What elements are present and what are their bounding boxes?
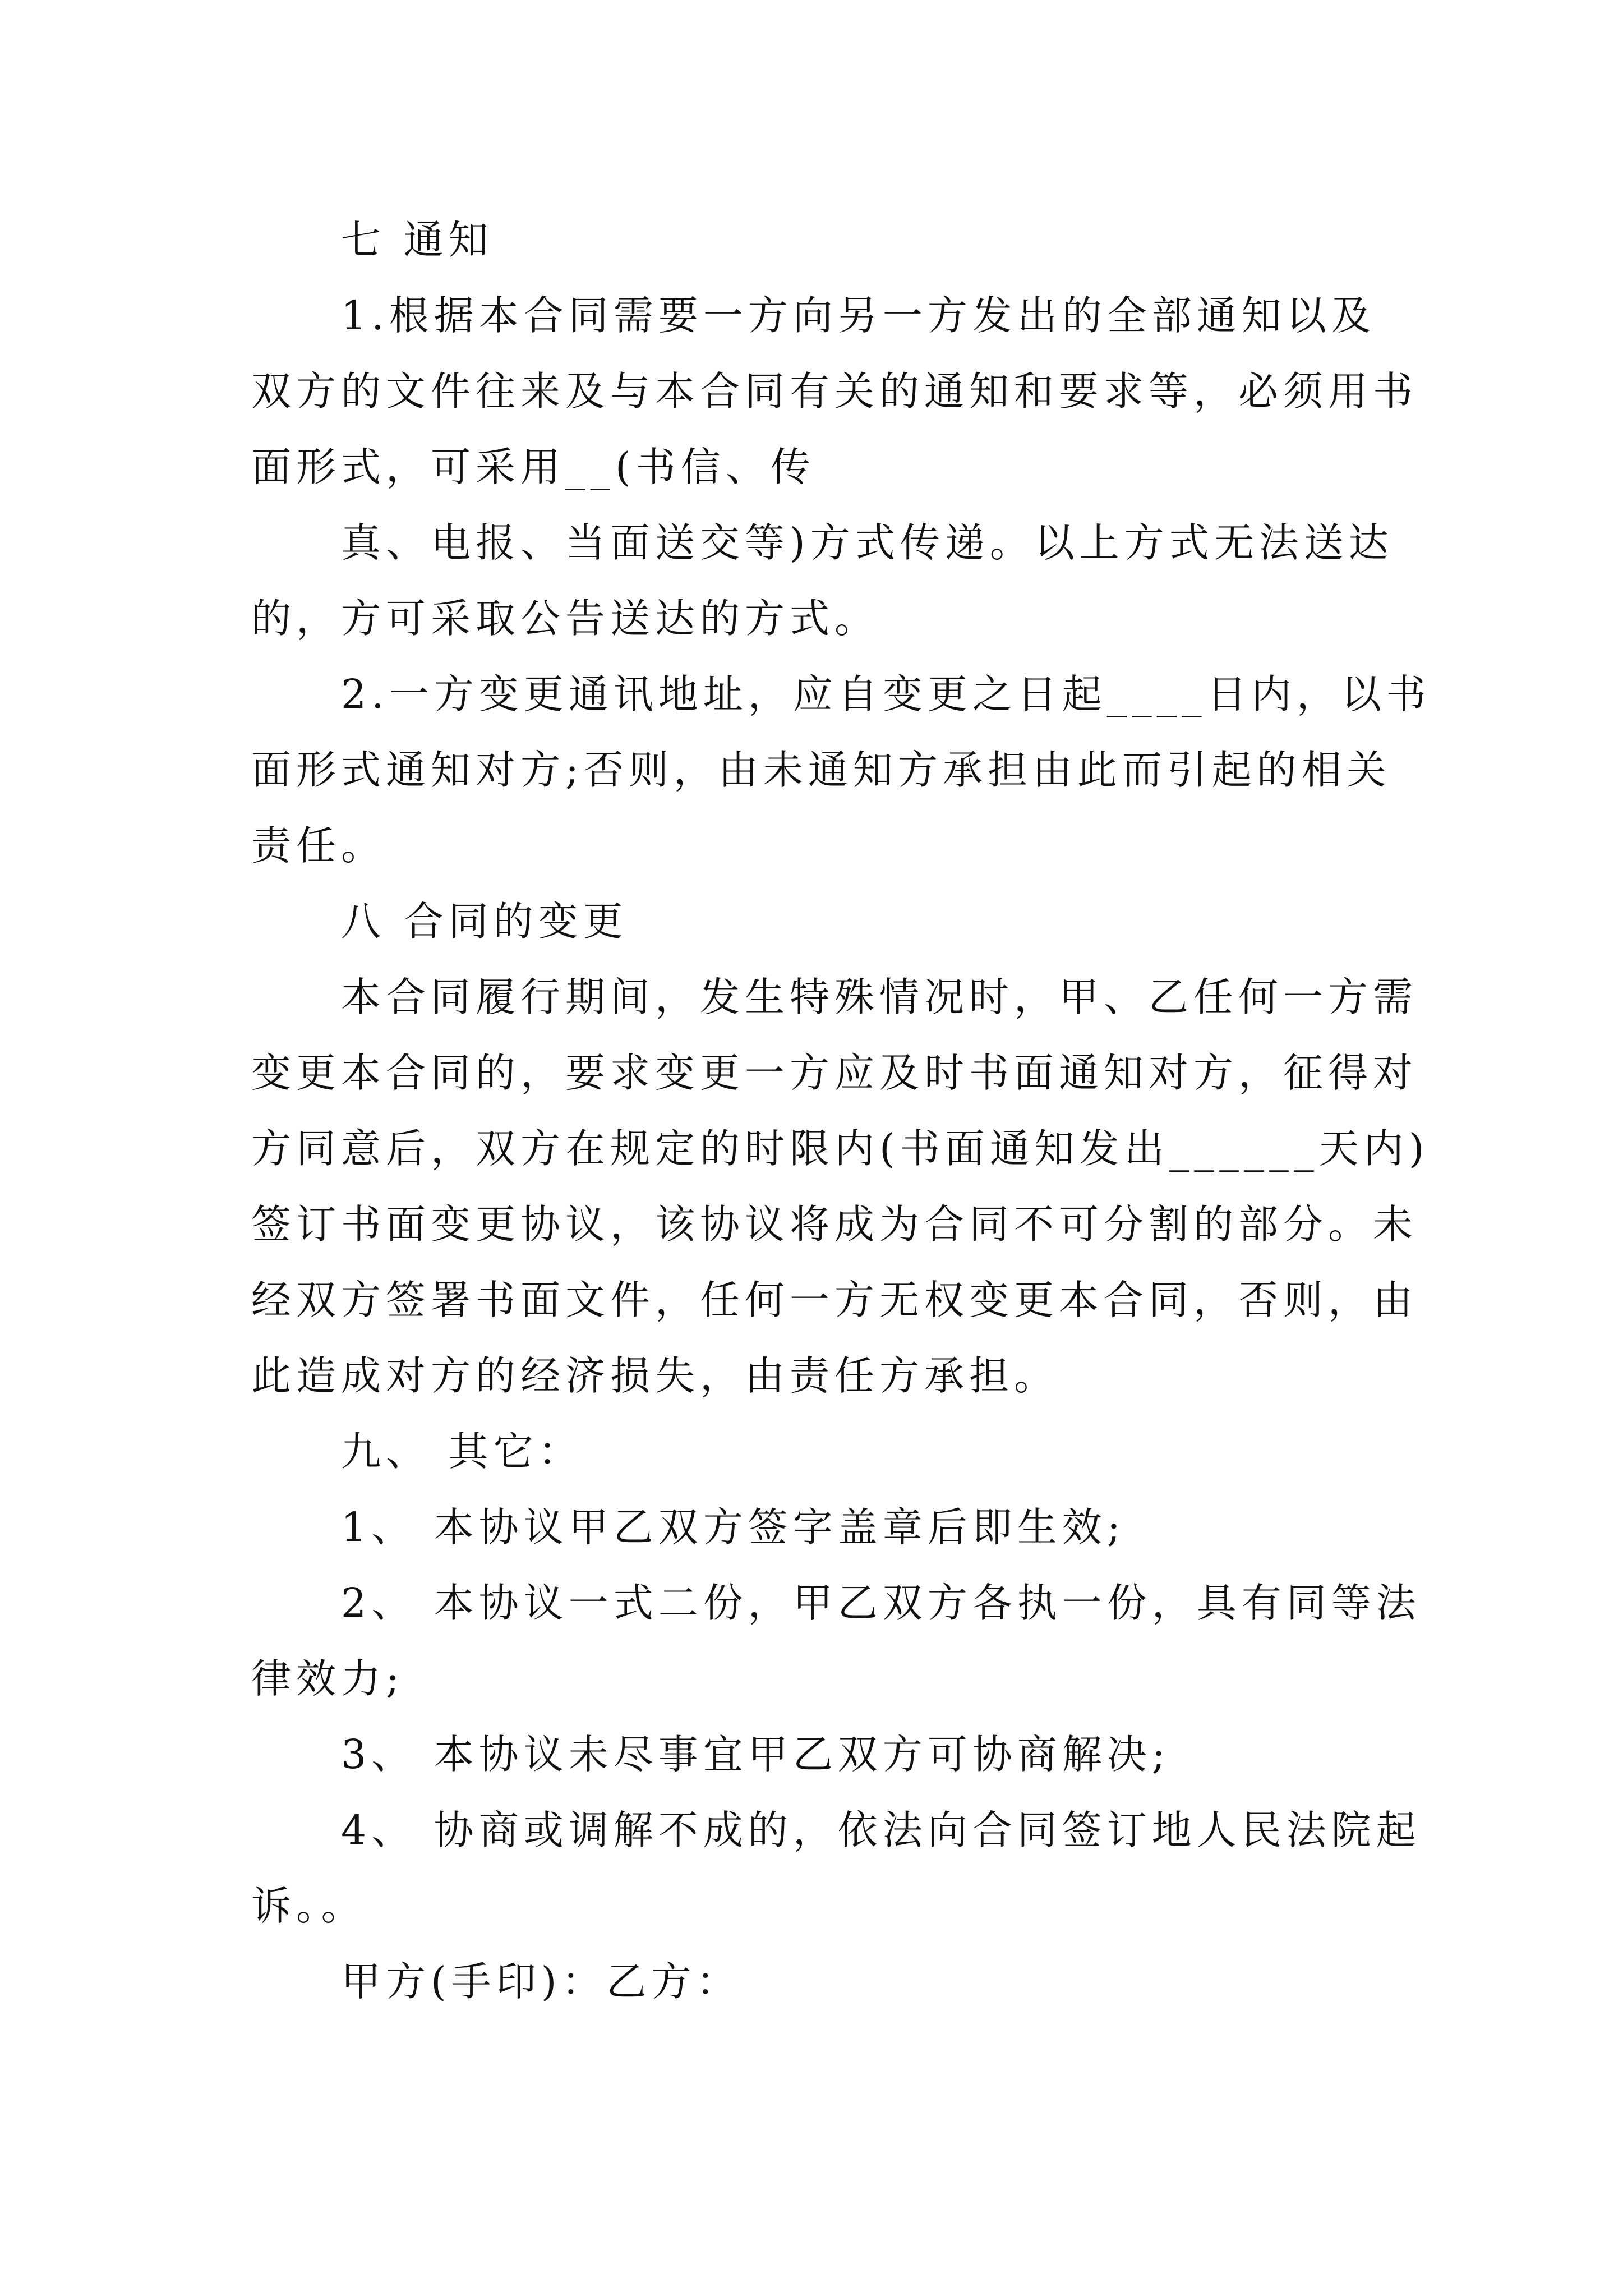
list-item-continuation: 诉。。 — [251, 1883, 366, 1929]
signature-line: 甲方(手印)：乙方： — [341, 1958, 741, 2005]
paragraph-line: 此造成对方的经济损失，由责任方承担。 — [251, 1352, 1059, 1399]
paragraph-line: 责任。 — [251, 822, 386, 869]
section-heading-notice: 七 通知 — [341, 217, 494, 263]
paragraph-line: 面形式，可采用__(书信、传 — [251, 444, 815, 490]
paragraph-line: 双方的文件往来及与本合同有关的通知和要求等，必须用书 — [251, 368, 1418, 415]
list-item: 1、 本协议甲乙双方签字盖章后即生效; — [341, 1504, 1126, 1550]
list-item: 4、 协商或调解不成的，依法向合同签订地人民法院起 — [341, 1807, 1421, 1853]
paragraph-line: 经双方签署书面文件，任何一方无权变更本合同，否则，由 — [251, 1277, 1418, 1323]
document-body — [251, 202, 1431, 2019]
paragraph-line: 2.一方变更通讯地址，应自变更之日起____日内，以书 — [341, 671, 1431, 717]
paragraph-line: 真、电报、当面送交等)方式传递。以上方式无法送达 — [341, 519, 1394, 566]
paragraph-line: 签订书面变更协议，该协议将成为合同不可分割的部分。未 — [251, 1201, 1418, 1248]
paragraph-line: 面形式通知对方;否则，由未通知方承担由此而引起的相关 — [251, 747, 1391, 793]
paragraph-line: 变更本合同的，要求变更一方应及时书面通知对方，征得对 — [251, 1050, 1418, 1096]
list-item: 3、 本协议未尽事宜甲乙双方可协商解决; — [341, 1731, 1170, 1778]
list-item-continuation: 律效力; — [251, 1655, 404, 1702]
paragraph-line: 1.根据本合同需要一方向另一方发出的全部通知以及 — [341, 292, 1376, 339]
section-heading-contract-change: 八 合同的变更 — [341, 898, 628, 945]
paragraph-line: 方同意后，双方在规定的时限内(书面通知发出______天内) — [251, 1125, 1430, 1172]
list-item: 2、 本协议一式二份，甲乙双方各执一份，具有同等法 — [341, 1580, 1421, 1626]
paragraph-line: 的，方可采取公告送达的方式。 — [251, 595, 880, 642]
paragraph-line: 本合同履行期间，发生特殊情况时，甲、乙任何一方需 — [341, 974, 1418, 1020]
section-heading-other: 九、 其它： — [341, 1428, 583, 1475]
